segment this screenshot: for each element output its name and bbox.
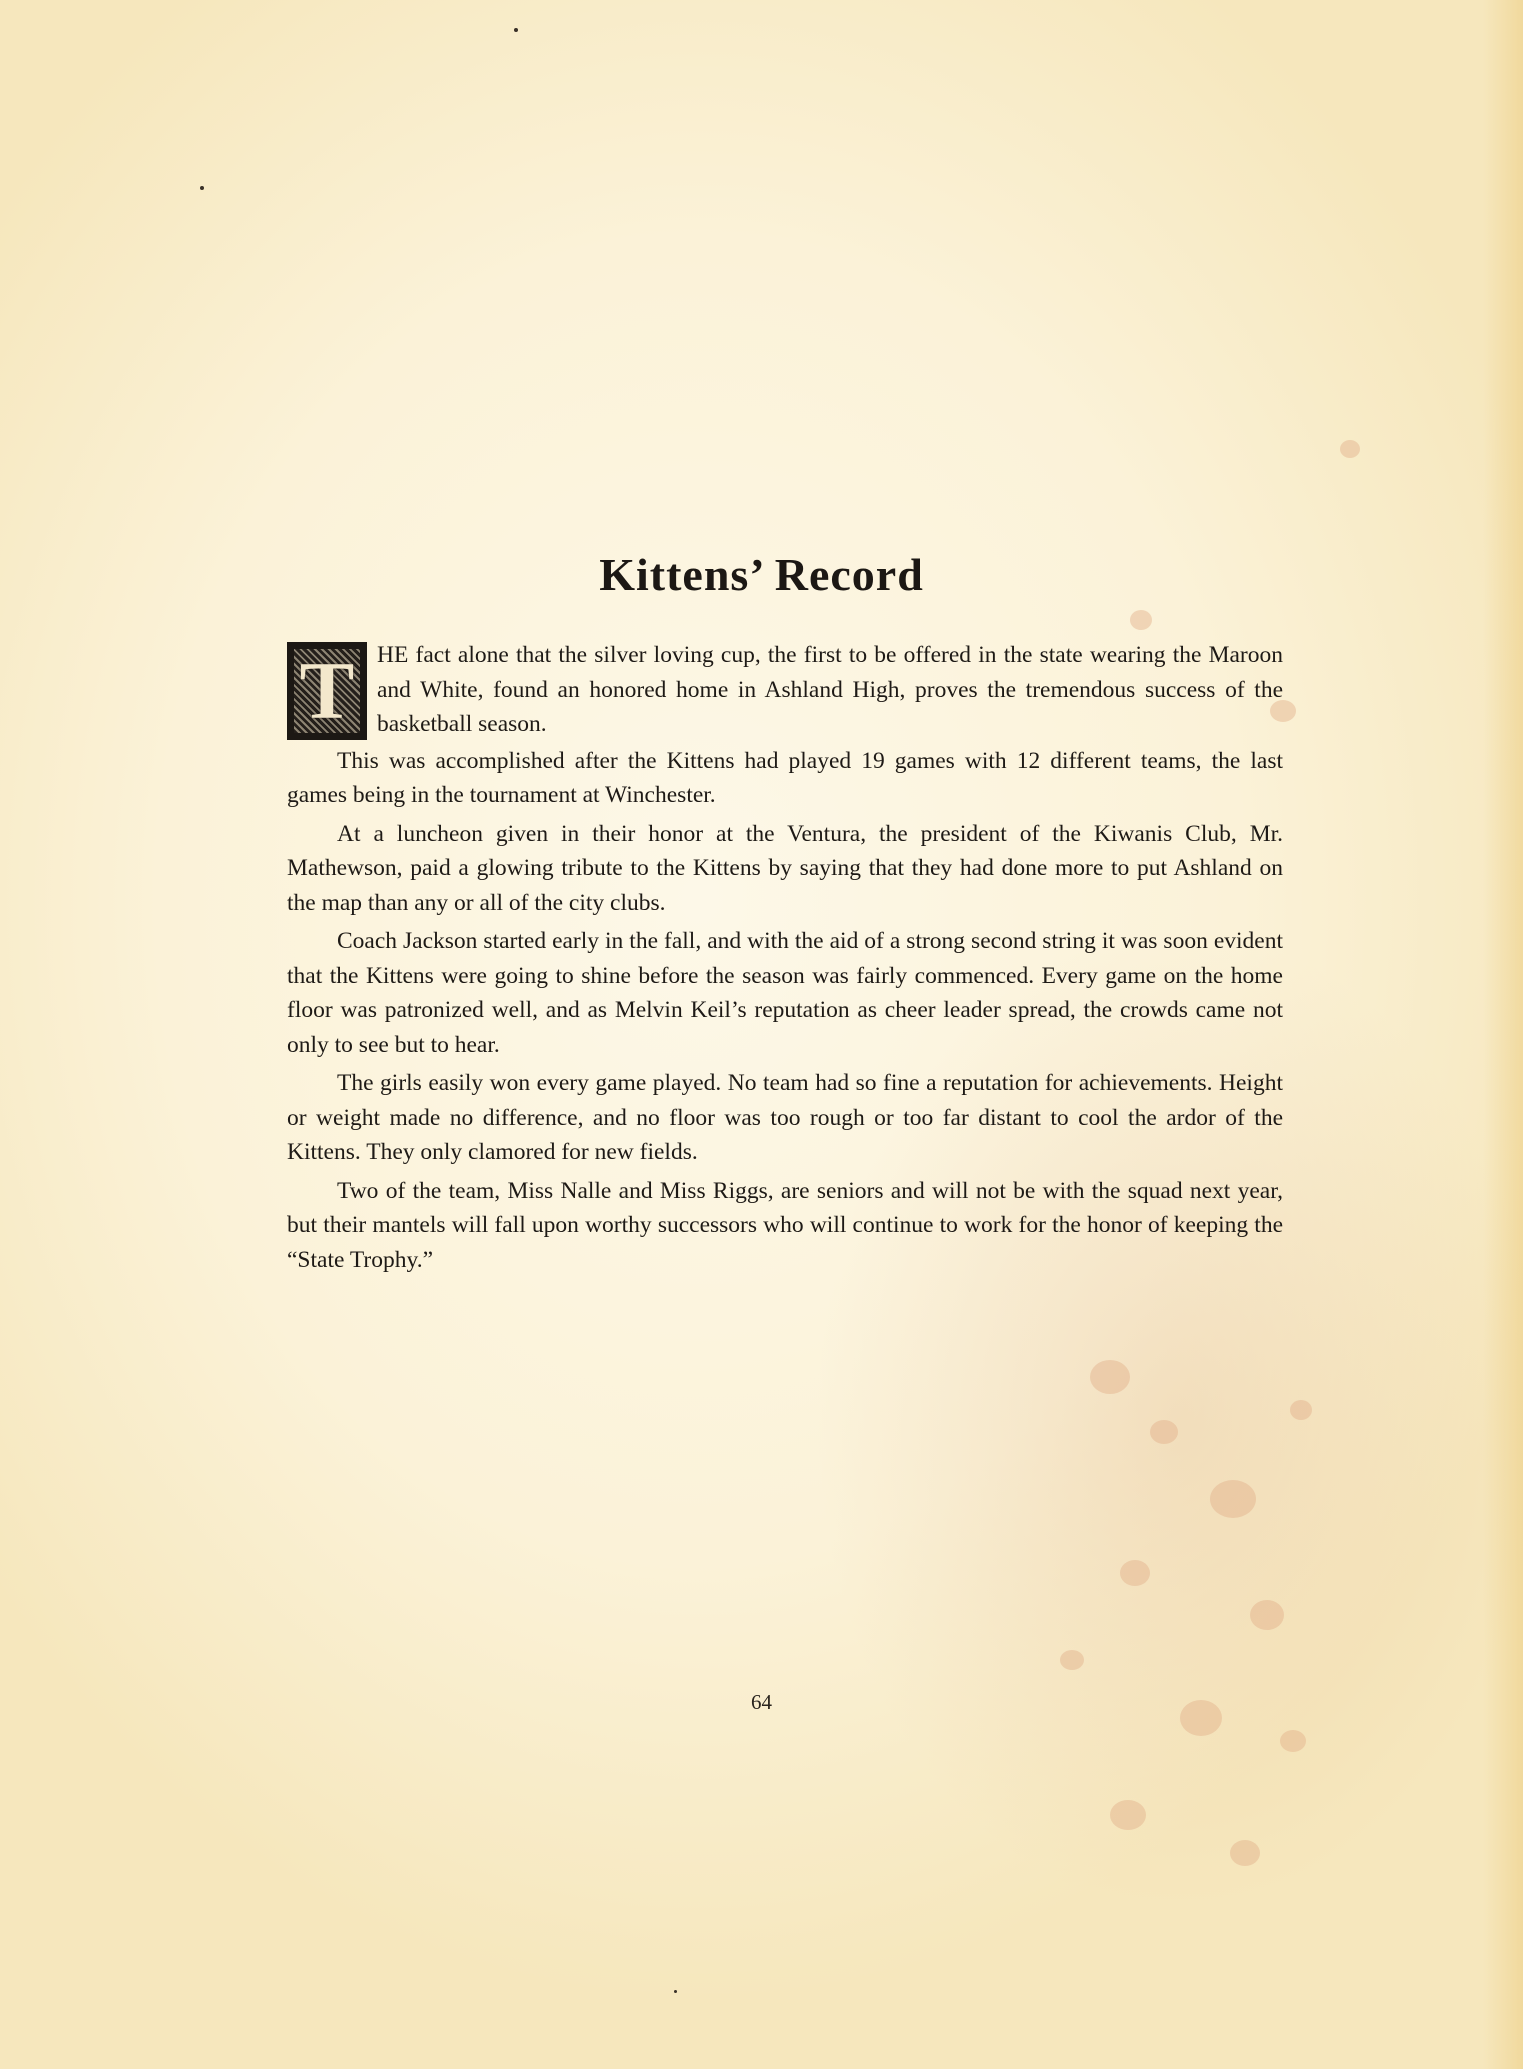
page-title: Kittens’ Record	[599, 549, 924, 600]
foxing-stain	[1210, 1480, 1256, 1518]
paragraph: At a luncheon given in their honor at the Ventura, the president of the Kiwanis Club, Mr. Mathewson, paid a glowing tribute to the Kittens by saying that they had done more to put Ashland on the map than any or all of the city clubs.	[287, 820, 1283, 916]
foxing-stain	[1120, 1560, 1150, 1586]
lead-paragraph	[287, 638, 1283, 742]
foxing-stain	[1250, 1600, 1284, 1630]
dust-speck	[514, 28, 518, 32]
lead-paragraph-text: HE fact alone that the silver loving cup, the first to be offered in the state wearing the Maroon and White, found an honored home in Ashland High, proves the tremendous success of the basketball season.	[377, 642, 1283, 737]
foxing-stain	[1340, 440, 1360, 458]
drop-cap-illuminated	[287, 642, 367, 740]
foxing-stain	[1110, 1800, 1146, 1830]
page-number: 64	[751, 1690, 772, 1714]
paragraph: This was accomplished after the Kittens had played 19 games with 12 different teams, the last games being in the tournament at Winchester.	[287, 747, 1283, 808]
paragraph: Two of the team, Miss Nalle and Miss Riggs, are seniors and will not be with the squad next year, but their mantels will fall upon worthy successors who will continue to work for the honor of keeping the “State Trophy.”	[287, 1177, 1283, 1273]
foxing-stain	[1150, 1420, 1178, 1444]
foxing-stain	[1060, 1650, 1084, 1670]
dust-speck	[200, 186, 204, 190]
foxing-stain	[1090, 1360, 1130, 1394]
foxing-stain	[1280, 1730, 1306, 1752]
page-edge-tint	[1483, 0, 1523, 2069]
drop-cap-letter: T	[299, 645, 355, 736]
dust-speck	[674, 1990, 677, 1993]
foxing-stain	[1230, 1840, 1260, 1866]
paragraph: The girls easily won every game played. No team had so fine a reputation for achievements. Height or weight made no difference, and no floor was too rough or too far distant to cool the ardor of the Kittens. They only clamored for new fields.	[287, 1070, 1283, 1165]
foxing-stain	[1130, 610, 1152, 630]
paragraph: Coach Jackson started early in the fall, and with the aid of a strong second string it was soon evident that the Kittens were going to shine before the season was fairly commenced. Every game on the home floor was patronized well, and as Melvin Keil’s reputation as cheer leader spread, the crowds came not only to see but to hear.	[287, 928, 1283, 1058]
article-body	[287, 638, 1283, 1281]
foxing-stain	[1290, 1400, 1312, 1420]
